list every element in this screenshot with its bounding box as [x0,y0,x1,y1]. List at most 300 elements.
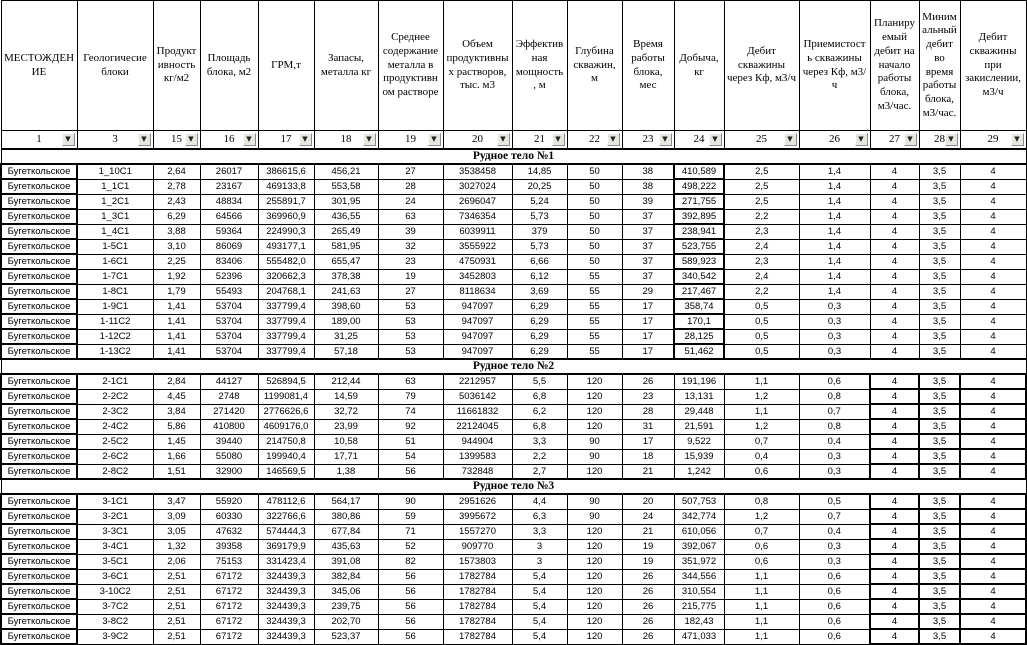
table-cell: 1,4 [799,194,870,209]
filter-dropdown-icon: ▼ [65,135,71,143]
table-cell: 1,1 [724,629,799,644]
table-cell: 4 [960,344,1026,359]
table-row [1,329,1026,344]
column-number: 28 [934,133,945,145]
table-cell: 75153 [200,554,258,569]
table-cell: 20,25 [512,179,567,194]
table-cell: 3-6C1 [77,569,153,584]
table-cell: 4 [870,629,919,644]
table-cell: 39440 [200,434,258,449]
table-cell: 120 [567,374,622,389]
table-cell: 199940,4 [258,449,314,464]
table-cell: 0,5 [724,329,799,344]
table-row [1,404,1026,419]
table-cell: 324439,3 [258,569,314,584]
table-cell: 56 [378,629,443,644]
table-cell: 2696047 [443,194,512,209]
table-row [1,539,1026,554]
table-cell: 67172 [200,569,258,584]
table-cell: 23,99 [314,419,378,434]
table-cell: 17 [622,344,674,359]
table-cell: 358,74 [674,299,724,314]
table-cell: 50 [567,194,622,209]
table-cell: 0,3 [799,299,870,314]
filter-cell-3 [77,131,153,150]
table-cell: 26 [622,614,674,629]
table-cell: 1,32 [153,539,200,554]
table-cell: 4,45 [153,389,200,404]
table-cell: 0,6 [799,569,870,584]
filter-dropdown-icon: ▼ [610,135,616,143]
table-cell: 5,73 [512,209,567,224]
table-cell: 655,47 [314,254,378,269]
table-cell: Бугеткольское [1,419,77,434]
table-cell: 5,24 [512,194,567,209]
table-cell: 238,941 [674,224,724,239]
table-cell: 732848 [443,464,512,479]
table-cell: 1,4 [799,179,870,194]
table-cell: 324439,3 [258,599,314,614]
table-cell: 3,5 [919,254,960,269]
table-cell: 4 [870,524,919,539]
filter-dropdown-icon: ▼ [907,135,913,143]
table-cell: 0,3 [799,464,870,479]
table-cell: 32 [378,239,443,254]
table-cell: 1,41 [153,314,200,329]
table-cell: 1_10C1 [77,164,153,179]
table-cell: Бугеткольское [1,344,77,359]
table-cell: Бугеткольское [1,314,77,329]
table-cell: 3,5 [919,524,960,539]
table-cell: 50 [567,254,622,269]
table-cell: 1_1C1 [77,179,153,194]
table-cell: 0,6 [799,614,870,629]
table-cell: 53704 [200,344,258,359]
table-cell: 369179,9 [258,539,314,554]
table-cell: 2-1C1 [77,374,153,389]
table-cell: 3,5 [919,194,960,209]
table-cell: 3,5 [919,164,960,179]
column-number: 15 [171,133,182,145]
filter-dropdown-button[interactable] [497,133,510,146]
table-cell: 3,5 [919,509,960,524]
table-cell: 1,41 [153,344,200,359]
table-cell: 947097 [443,329,512,344]
table-cell: 3-3C1 [77,524,153,539]
filter-cell-28 [919,131,960,150]
table-row [1,299,1026,314]
table-cell: 507,753 [674,494,724,509]
table-cell: 189,00 [314,314,378,329]
table-cell: 3,05 [153,524,200,539]
table-cell: 29 [622,284,674,299]
table-cell: 0,3 [799,329,870,344]
table-cell: 64566 [200,209,258,224]
filter-dropdown-button[interactable] [299,133,312,146]
table-cell: 1_2C1 [77,194,153,209]
table-cell: 4 [960,524,1026,539]
table-cell: 37 [622,239,674,254]
column-number: 17 [280,133,292,145]
table-cell: Бугеткольское [1,614,77,629]
table-cell: 4 [870,614,919,629]
table-cell: 5036142 [443,389,512,404]
table-cell: 0,5 [724,344,799,359]
filter-dropdown-button[interactable] [607,133,620,146]
table-row [1,584,1026,599]
column-header-21: Эффективная мощность, м [512,1,567,131]
table-cell: 1782784 [443,599,512,614]
filter-row [1,131,1026,150]
table-cell: 0,7 [799,509,870,524]
table-cell: 17 [622,314,674,329]
column-header-15: Продуктивность кг/м2 [153,1,200,131]
table-cell: 2,2 [724,284,799,299]
table-cell: 4 [870,344,919,359]
table-cell: 4 [960,434,1026,449]
table-cell: 51 [378,434,443,449]
filter-dropdown-icon: ▼ [787,135,793,143]
table-cell: 37 [622,269,674,284]
table-cell: 2-2C2 [77,389,153,404]
table-cell: 6,29 [512,344,567,359]
table-cell: 17,71 [314,449,378,464]
column-number: 16 [223,133,235,145]
table-cell: 204768,1 [258,284,314,299]
table-cell: 1_4C1 [77,224,153,239]
table-cell: 17 [622,299,674,314]
table-cell: 4 [960,389,1026,404]
table-cell: 56 [378,569,443,584]
table-cell: 28,125 [674,329,724,344]
filter-dropdown-button[interactable] [363,133,376,146]
table-cell: 3,5 [919,329,960,344]
table-cell: 4 [960,254,1026,269]
table-cell: 3-1C1 [77,494,153,509]
table-cell: 553,58 [314,179,378,194]
table-cell: 0,4 [724,449,799,464]
table-cell: 24 [622,509,674,524]
table-row [1,509,1026,524]
table-cell: 4 [960,404,1026,419]
table-cell: 23 [378,254,443,269]
table-cell: 9,522 [674,434,724,449]
table-cell: 271420 [200,404,258,419]
table-cell: 2,51 [153,614,200,629]
table-cell: 2,3 [724,254,799,269]
table-cell: 4 [960,494,1026,509]
table-cell: 6039911 [443,224,512,239]
filter-cell-22 [567,131,622,150]
table-cell: 0,3 [799,344,870,359]
table-row [1,494,1026,509]
table-row [1,554,1026,569]
table-cell: 3,09 [153,509,200,524]
filter-cell-18 [314,131,378,150]
table-cell: 47632 [200,524,258,539]
table-cell: 610,056 [674,524,724,539]
table-cell: 23167 [200,179,258,194]
table-cell: 4 [960,449,1026,464]
header-row [1,1,1026,131]
filter-cell-17 [258,131,314,150]
table-cell: 0,8 [799,389,870,404]
table-cell: 378,38 [314,269,378,284]
table-cell: 82 [378,554,443,569]
table-row [1,614,1026,629]
table-cell: Бугеткольское [1,194,77,209]
table-row [1,599,1026,614]
table-cell: 1,4 [799,284,870,299]
table-cell: 2,4 [724,269,799,284]
filter-cell-25 [724,131,799,150]
table-cell: 6,3 [512,509,567,524]
table-cell: 90 [567,449,622,464]
table-cell: 526894,5 [258,374,314,389]
filter-dropdown-icon: ▼ [712,135,718,143]
table-cell: 523,755 [674,239,724,254]
table-cell: 0,6 [799,599,870,614]
table-cell: 2,25 [153,254,200,269]
table-cell: 380,86 [314,509,378,524]
table-cell: 7346354 [443,209,512,224]
table-cell: 17 [622,329,674,344]
table-cell: 19 [622,539,674,554]
table-cell: 4 [870,209,919,224]
table-row [1,224,1026,239]
table-cell: 22124045 [443,419,512,434]
table-cell: 331423,4 [258,554,314,569]
table-cell: 3,10 [153,239,200,254]
table-cell: 53 [378,314,443,329]
table-cell: 391,08 [314,554,378,569]
filter-dropdown-button[interactable] [904,133,917,146]
column-number: 25 [756,133,767,145]
table-cell: 4 [960,239,1026,254]
table-cell: 3,5 [919,209,960,224]
table-cell: 90 [567,434,622,449]
table-row [1,164,1026,179]
table-cell: 37 [622,224,674,239]
table-cell: 0,5 [724,299,799,314]
table-row [1,284,1026,299]
table-cell: 2-6C2 [77,449,153,464]
table-cell: Бугеткольское [1,179,77,194]
table-cell: 344,556 [674,569,724,584]
table-cell: 5,86 [153,419,200,434]
table-cell: 48834 [200,194,258,209]
table-cell: 3,3 [512,434,567,449]
table-cell: 2,2 [724,209,799,224]
table-cell: 4 [960,269,1026,284]
filter-dropdown-button[interactable] [1011,133,1024,146]
table-cell: 120 [567,614,622,629]
table-cell: 382,84 [314,569,378,584]
table-cell: 31 [622,419,674,434]
table-cell: 944904 [443,434,512,449]
column-number: 23 [642,133,654,145]
table-cell: 1,2 [724,419,799,434]
table-cell: 23 [622,389,674,404]
column-header-25: Дебит скважины через Кф, м3/ч [724,1,799,131]
table-cell: 1-13C2 [77,344,153,359]
table-cell: 3452803 [443,269,512,284]
table-cell: 677,84 [314,524,378,539]
filter-dropdown-button[interactable] [62,133,75,146]
column-number: 19 [405,133,416,145]
table-row [1,254,1026,269]
table-cell: Бугеткольское [1,209,77,224]
table-cell: Бугеткольское [1,584,77,599]
filter-dropdown-icon: ▼ [188,135,194,143]
filter-dropdown-button[interactable] [243,133,256,146]
section-title: Рудное тело №1 [1,149,1026,164]
table-cell: 4 [870,419,919,434]
table-cell: 3,5 [919,554,960,569]
table-cell: 3,5 [919,374,960,389]
column-header-18: Запасы, металла кг [314,1,378,131]
table-cell: 0,4 [799,434,870,449]
table-cell: 3,5 [919,449,960,464]
filter-dropdown-button[interactable] [138,133,151,146]
table-cell: 4 [870,494,919,509]
table-cell: 1,41 [153,329,200,344]
table-cell: 55920 [200,494,258,509]
table-cell: 4 [870,404,919,419]
filter-cell-21 [512,131,567,150]
table-cell: 3,5 [919,584,960,599]
table-cell: 26 [622,374,674,389]
filter-dropdown-icon: ▼ [858,135,864,143]
table-cell: 255891,7 [258,194,314,209]
table-cell: 3,5 [919,284,960,299]
table-cell: 564,17 [314,494,378,509]
filter-dropdown-button[interactable] [709,133,722,146]
table-cell: 3,5 [919,299,960,314]
table-cell: 2,06 [153,554,200,569]
table-cell: 60330 [200,509,258,524]
filter-dropdown-button[interactable] [185,133,198,146]
table-cell: 24 [378,194,443,209]
table-cell: 28 [622,404,674,419]
table-cell: Бугеткольское [1,239,77,254]
table-cell: 0,3 [799,314,870,329]
table-cell: 1,4 [799,224,870,239]
table-cell: Бугеткольское [1,554,77,569]
table-cell: Бугеткольское [1,539,77,554]
table-cell: Бугеткольское [1,284,77,299]
table-cell: 3,5 [919,569,960,584]
filter-dropdown-button[interactable] [552,133,565,146]
table-cell: 3,5 [919,434,960,449]
table-cell: 2,78 [153,179,200,194]
table-cell: 4 [960,419,1026,434]
column-number: 20 [472,133,483,145]
table-cell: 67172 [200,614,258,629]
table-cell: 2,84 [153,374,200,389]
table-cell: 1573803 [443,554,512,569]
table-cell: 5,4 [512,599,567,614]
table-cell: 120 [567,419,622,434]
table-cell: 1-8C1 [77,284,153,299]
filter-dropdown-button[interactable] [945,133,958,146]
table-cell: 392,067 [674,539,724,554]
table-cell: 4 [960,599,1026,614]
table-cell: 63 [378,374,443,389]
table-cell: 4 [870,374,919,389]
filter-dropdown-button[interactable] [784,133,797,146]
table-cell: 79 [378,389,443,404]
table-cell: 54 [378,449,443,464]
table-cell: Бугеткольское [1,329,77,344]
filter-dropdown-button[interactable] [855,133,868,146]
table-cell: 2,4 [724,239,799,254]
table-cell: 392,895 [674,209,724,224]
filter-cell-15 [153,131,200,150]
table-row [1,269,1026,284]
table-cell: 21 [622,464,674,479]
table-cell: 2,51 [153,629,200,644]
table-cell: 120 [567,584,622,599]
table-cell: 1,45 [153,434,200,449]
filter-dropdown-button[interactable] [428,133,441,146]
table-cell: 310,554 [674,584,724,599]
table-cell: 3,88 [153,224,200,239]
table-cell: 3,5 [919,224,960,239]
column-header-19: Среднее содержание металла в продуктивном растворе [378,1,443,131]
table-cell: 3-5C1 [77,554,153,569]
table-cell: Бугеткольское [1,269,77,284]
table-cell: 4 [870,254,919,269]
table-cell: 0,7 [724,524,799,539]
table-cell: 53704 [200,329,258,344]
table-cell: 53 [378,299,443,314]
filter-cell-24 [674,131,724,150]
table-cell: 3,5 [919,389,960,404]
table-cell: 1,79 [153,284,200,299]
table-cell: 1-5C1 [77,239,153,254]
table-cell: 31,25 [314,329,378,344]
table-cell: 217,467 [674,284,724,299]
table-cell: 3-2C1 [77,509,153,524]
table-cell: 4 [960,614,1026,629]
table-cell: 947097 [443,314,512,329]
table-cell: 120 [567,464,622,479]
filter-dropdown-icon: ▼ [948,135,954,143]
table-cell: 1557270 [443,524,512,539]
table-cell: 67172 [200,599,258,614]
table-cell: 50 [567,224,622,239]
table-cell: 3,5 [919,344,960,359]
table-cell: 1-11C2 [77,314,153,329]
table-cell: 53 [378,344,443,359]
table-cell: 6,12 [512,269,567,284]
table-cell: 4 [960,569,1026,584]
table-cell: 337799,4 [258,344,314,359]
table-cell: Бугеткольское [1,629,77,644]
column-header-1: МЕСТОЖДЕНИЕ [1,1,77,131]
table-cell: 191,196 [674,374,724,389]
table-cell: 271,755 [674,194,724,209]
table-cell: 4 [870,239,919,254]
table-cell: 90 [378,494,443,509]
filter-cell-26 [799,131,870,150]
table-cell: 56 [378,614,443,629]
table-cell: 324439,3 [258,629,314,644]
table-row [1,194,1026,209]
table-cell: 5,4 [512,569,567,584]
filter-dropdown-button[interactable] [659,133,672,146]
